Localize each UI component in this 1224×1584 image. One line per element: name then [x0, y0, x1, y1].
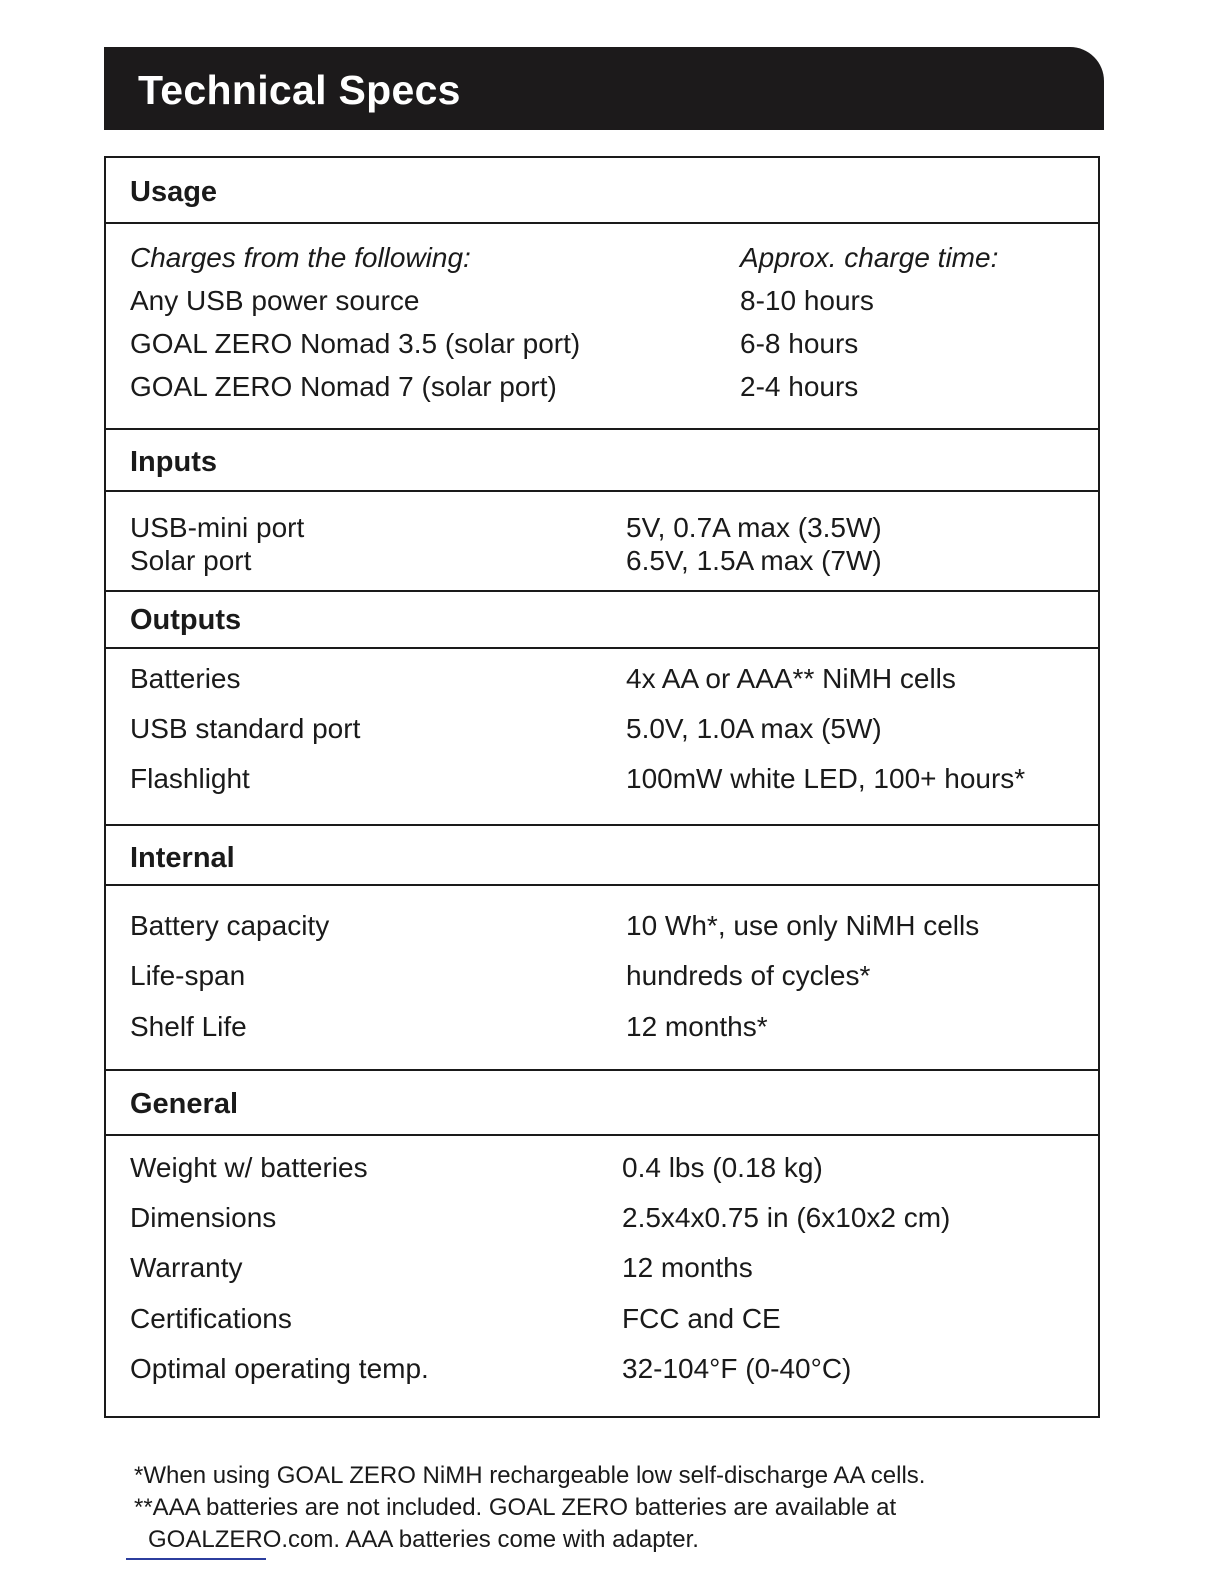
outputs-row-label: Batteries	[130, 663, 241, 694]
internal-row-value: hundreds of cycles*	[626, 960, 871, 991]
general-row-label: Warranty	[130, 1252, 243, 1283]
divider	[106, 884, 1098, 886]
title-banner	[104, 47, 1104, 130]
footnotes	[134, 1460, 925, 1556]
general-row-value: 0.4 lbs (0.18 kg)	[622, 1152, 823, 1183]
inputs-row-value: 6.5V, 1.5A max (7W)	[626, 545, 882, 576]
general-row-label: Certifications	[130, 1303, 292, 1334]
inputs-row-label: USB-mini port	[130, 512, 305, 543]
divider	[106, 824, 1098, 826]
divider	[106, 1134, 1098, 1136]
internal-row-label: Life-span	[130, 960, 246, 991]
internal-row-value: 10 Wh*, use only NiMH cells	[626, 910, 980, 941]
outputs-row-label: Flashlight	[130, 763, 250, 794]
divider	[106, 428, 1098, 430]
inputs-row-value: 5V, 0.7A max (3.5W)	[626, 512, 882, 543]
general-row-value: 32-104°F (0-40°C)	[622, 1353, 852, 1384]
usage-row-label: Any USB power source	[130, 285, 420, 316]
outputs-row-label: USB standard port	[130, 713, 361, 744]
section-heading-inputs: Inputs	[130, 446, 217, 478]
section-heading-usage: Usage	[130, 176, 218, 208]
general-row-value: 2.5x4x0.75 in (6x10x2 cm)	[622, 1202, 951, 1233]
outputs-row-value: 100mW white LED, 100+ hours*	[626, 763, 1026, 794]
footnote-2: **AAA batteries are not included. GOAL ZERO batteries are available at	[134, 1494, 897, 1521]
general-row-value: 12 months	[622, 1252, 753, 1283]
usage-row-value: 6-8 hours	[740, 328, 859, 359]
usage-row-value: 2-4 hours	[740, 371, 859, 402]
footnote-1: *When using GOAL ZERO NiMH rechargeable low self-discharge AA cells.	[134, 1462, 926, 1489]
section-heading-internal: Internal	[130, 842, 235, 874]
divider	[106, 1069, 1098, 1071]
footnote-2-continued: GOALZERO.com. AAA batteries come with adapter.	[148, 1526, 699, 1553]
general-row-label: Optimal operating temp.	[130, 1353, 429, 1384]
usage-row-value: 8-10 hours	[740, 285, 874, 316]
internal-row-label: Shelf Life	[130, 1011, 247, 1042]
divider	[106, 222, 1098, 224]
usage-col-header-source: Charges from the following:	[130, 242, 471, 273]
general-row-label: Weight w/ batteries	[130, 1152, 368, 1183]
outputs-row-value: 4x AA or AAA** NiMH cells	[626, 663, 956, 694]
general-row-label: Dimensions	[130, 1202, 277, 1233]
inputs-row-label: Solar port	[130, 545, 252, 576]
internal-row-value: 12 months*	[626, 1011, 768, 1042]
divider	[106, 490, 1098, 492]
usage-col-header-time: Approx. charge time:	[740, 242, 999, 273]
page-title: Technical Specs	[138, 67, 461, 113]
usage-row-label: GOAL ZERO Nomad 3.5 (solar port)	[130, 328, 581, 359]
divider	[106, 647, 1098, 649]
spec-table	[104, 156, 1100, 1418]
general-row-value: FCC and CE	[622, 1303, 781, 1334]
divider	[106, 590, 1098, 592]
internal-row-label: Battery capacity	[130, 910, 330, 941]
underline-mark	[126, 1558, 266, 1560]
section-heading-outputs: Outputs	[130, 604, 242, 636]
section-heading-general: General	[130, 1088, 238, 1120]
usage-row-label: GOAL ZERO Nomad 7 (solar port)	[130, 371, 557, 402]
outputs-row-value: 5.0V, 1.0A max (5W)	[626, 713, 882, 744]
